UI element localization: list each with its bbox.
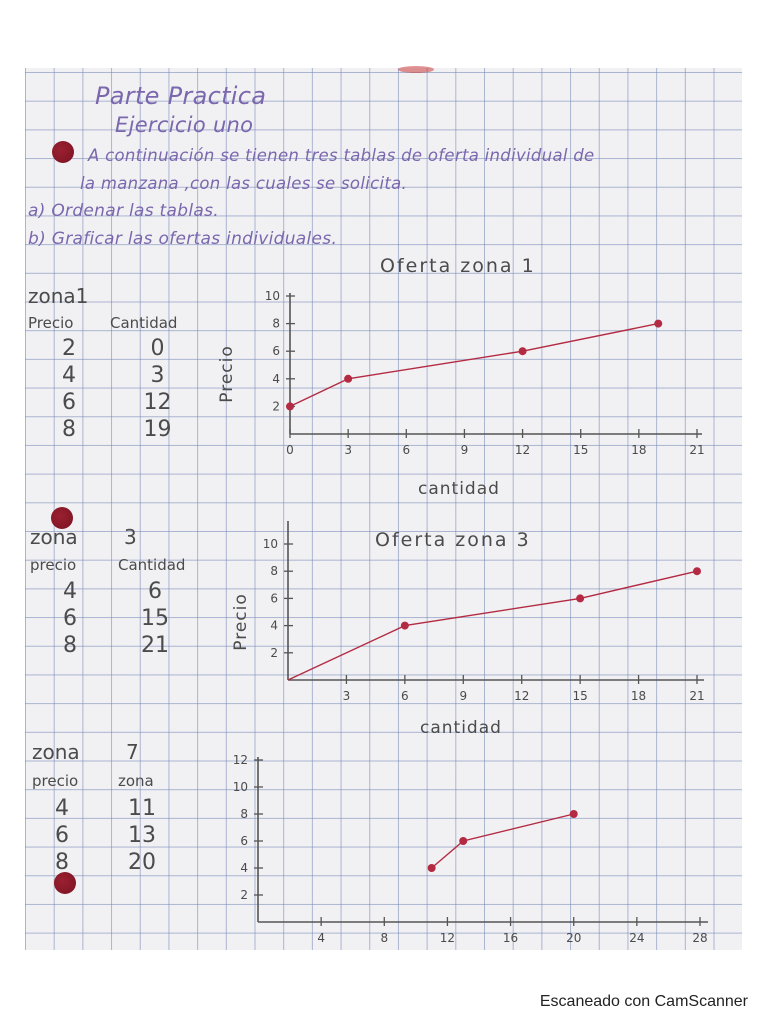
x-tick-label: 3 <box>342 689 351 703</box>
punch-hole-top <box>52 141 74 163</box>
table-zona-3 <box>30 522 200 659</box>
x-tick-label: 8 <box>380 931 389 945</box>
table-cell-price: 8 <box>55 849 69 875</box>
table-title: zona1 <box>28 284 89 308</box>
table-cell-price: 6 <box>62 389 76 415</box>
x-tick-label: 9 <box>460 443 469 457</box>
y-tick-label: 10 <box>262 537 278 551</box>
x-tick-label: 28 <box>692 931 708 945</box>
x-axis-label: cantidad <box>418 479 500 499</box>
table-cell-price: 4 <box>55 795 69 821</box>
x-tick-label: 20 <box>566 931 582 945</box>
instruction-line-1: A continuación se tienen tres tablas de oferta individual de <box>88 146 595 165</box>
table-cell-price: 2 <box>62 335 76 361</box>
y-tick-label: 2 <box>240 888 248 902</box>
table-cell-quantity: 13 <box>128 822 156 848</box>
y-tick-label: 10 <box>232 780 248 794</box>
y-tick-label: 10 <box>264 289 280 303</box>
x-tick-label: 24 <box>629 931 645 945</box>
y-tick-label: 2 <box>270 645 278 660</box>
y-tick-label: 8 <box>270 564 278 579</box>
instruction-item-a: a) Ordenar las tablas. <box>28 201 219 221</box>
table-cell-price: 6 <box>55 822 69 848</box>
table-cell-price: 4 <box>62 362 76 388</box>
x-tick-label: 6 <box>402 443 411 457</box>
x-tick-label: 16 <box>502 931 519 945</box>
table-cell-price: 8 <box>63 632 77 658</box>
y-tick-label: 6 <box>270 591 278 606</box>
y-tick-label: 6 <box>240 834 248 848</box>
y-tick-label: 12 <box>232 753 248 767</box>
table-cell-quantity: 15 <box>141 605 169 631</box>
x-tick-label: 4 <box>317 931 325 945</box>
instruction-line-2: la manzana ,con las cuales se solicita. <box>80 174 408 193</box>
chart-title: Oferta zona 1 <box>380 255 536 277</box>
column-header-quantity: Cantidad <box>118 556 186 574</box>
table-cell-price: 8 <box>62 416 76 442</box>
x-tick-label: 9 <box>459 689 468 703</box>
x-tick-label: 18 <box>631 443 647 457</box>
x-tick-label: 15 <box>572 689 588 703</box>
page-title: Parte Practica <box>95 82 267 110</box>
y-tick-label: 4 <box>240 861 248 875</box>
y-tick-label: 8 <box>240 807 248 821</box>
table-cell-quantity: 6 <box>148 578 162 604</box>
top-ink-mark <box>398 66 434 73</box>
x-tick-label: 21 <box>689 689 705 703</box>
x-tick-label: 12 <box>514 689 530 703</box>
x-tick-label: 3 <box>344 443 352 457</box>
y-tick-label: 4 <box>270 618 278 633</box>
table-cell-quantity: 12 <box>143 389 172 415</box>
y-tick-label: 4 <box>272 371 280 386</box>
table-title: zona 3 <box>30 525 137 549</box>
x-tick-label: 21 <box>689 443 705 457</box>
table-cell-quantity: 0 <box>150 335 165 361</box>
column-header-quantity: Cantidad <box>110 314 178 332</box>
table-cell-quantity: 11 <box>128 795 156 821</box>
x-axis-label: cantidad <box>420 718 502 738</box>
table-cell-price: 6 <box>63 605 77 631</box>
chart-title: Oferta zona 3 <box>375 529 531 551</box>
table-cell-quantity: 20 <box>128 849 156 875</box>
table-zona-1 <box>28 281 205 443</box>
exercise-subtitle: Ejercicio uno <box>115 113 254 137</box>
column-header-price: precio <box>32 772 79 790</box>
x-tick-label: 18 <box>630 689 647 703</box>
scanner-watermark: Escaneado con CamScanner <box>539 993 748 1010</box>
y-tick-label: 2 <box>272 399 280 414</box>
column-header-price: precio <box>30 556 77 574</box>
x-tick-label: 15 <box>573 443 589 457</box>
y-axis-label: Precio <box>231 593 251 651</box>
x-tick-label: 6 <box>401 689 409 703</box>
table-title: zona 7 <box>32 740 139 764</box>
y-tick-label: 8 <box>272 316 280 331</box>
table-zona-7 <box>32 737 192 876</box>
y-axis-label: Precio <box>217 345 237 403</box>
table-cell-quantity: 3 <box>150 362 165 388</box>
y-tick-label: 6 <box>272 344 280 359</box>
table-cell-price: 4 <box>63 578 77 604</box>
x-tick-label: 12 <box>514 443 531 457</box>
table-cell-quantity: 19 <box>143 416 172 442</box>
column-header-zone: zona <box>118 772 154 790</box>
x-tick-label: 12 <box>439 931 456 945</box>
column-header-price: Precio <box>28 314 74 332</box>
table-cell-quantity: 21 <box>141 632 169 658</box>
instruction-item-b: b) Graficar las ofertas individuales. <box>28 229 338 249</box>
x-tick-label: 0 <box>286 443 294 457</box>
